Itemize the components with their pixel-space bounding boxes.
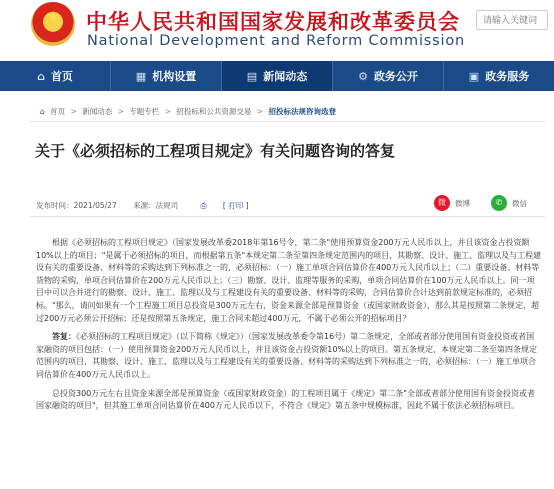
answer-paragraph-2 (36, 388, 542, 413)
nav-item-home[interactable] (0, 61, 111, 91)
site-name-cn[interactable]: 中华人民共和国国家发展和改革委员会 (86, 9, 460, 34)
breadcrumb-item-bidding[interactable]: 招投标和公共资源交易 (176, 107, 252, 116)
service-icon: ▣ (468, 69, 480, 83)
nav-item-services[interactable] (444, 61, 554, 91)
nav-item-label: 政务公开 (373, 70, 418, 83)
main-nav (0, 61, 554, 91)
printer-icon: ⎙ (200, 201, 207, 210)
answer-text-1: 《必须招标的工程项目规定》（以下简称《规定》）（国家发展改革委令第16号）第二条规定，全部或者部分使用国有资金投资或者国家融资的项目包括：（一）使用预算资金200万元人民币以上，并且该资金占投资额10%以上的项目。第五条规定，本规定第二条至第四条规定范围内的项目，其勘察、设计、施工、监理以及与工程建设有关的重要设备、材料等的采购达到下列标准之一的，必须招标：（一）施工单项合同估算价在400万元人民币以上。 (36, 332, 538, 379)
breadcrumb (40, 106, 336, 117)
share-weibo-label[interactable]: 微博 (455, 198, 470, 208)
breadcrumb-item-news[interactable]: 新闻动态 (82, 107, 113, 116)
share-bar (434, 195, 527, 211)
breadcrumb-item-home[interactable]: 首页 (50, 107, 66, 116)
nav-item-news[interactable] (222, 61, 333, 91)
nav-item-label: 政务服务 (485, 70, 530, 83)
breadcrumb-separator: > (164, 107, 171, 116)
wechat-icon[interactable]: ✆ (491, 195, 507, 211)
search-input[interactable]: 请输入关键词 (476, 10, 548, 30)
breadcrumb-item-topics[interactable]: 专题专栏 (129, 107, 160, 116)
news-icon: ▤ (246, 69, 258, 83)
breadcrumb-separator: > (70, 107, 77, 116)
home-icon: ⌂ (40, 107, 45, 116)
answer-label: 答复： (52, 332, 76, 342)
nav-item-label: 首页 (50, 70, 73, 83)
nav-item-organization[interactable] (111, 61, 222, 91)
print-label: [ 打印 ] (222, 201, 249, 210)
nav-item-label: 机构设置 (152, 70, 197, 83)
nav-item-label: 新闻动态 (263, 70, 308, 83)
question-paragraph (36, 237, 542, 325)
home-icon: ⌂ (37, 69, 45, 83)
article-source: 来源：法规司 (133, 201, 179, 210)
answer-text-2: 总投资300万元左右且资金来源全部是预算资金（或国家财政资金）的工程项目属于《规定》第二条"全部或者部分使用国有资金投资或者国家融资的项目"，但其施工单项合同估算价在400万元人民币以下，不符合《规定》第五条中规模标准，因此不属于依法必须招标项目。 (36, 388, 535, 411)
article-meta (36, 200, 277, 211)
breadcrumb-separator: > (256, 107, 264, 116)
nav-item-gov-affairs[interactable] (333, 61, 444, 91)
national-emblem-logo[interactable]: ★ (31, 2, 75, 46)
divider (30, 216, 545, 217)
weibo-icon[interactable]: 微 (434, 195, 450, 211)
divider (30, 121, 545, 122)
share-wechat-label[interactable]: 微信 (512, 198, 527, 208)
site-name-en: National Development and Reform Commission (87, 33, 465, 49)
breadcrumb-current[interactable]: 招投标法规咨询选登 (268, 107, 336, 116)
question-text: 根据《必须招标的工程项目规定》（国家发展改革委2018年第16号令，第二条"使用预算资金200万元人民币以上，并且该资金占投资额10%以上的项目；"是属于必须招标的项目，而根据第五条"本规定第二条至第四条规定范围内的项目，其勘察、设计、施工、监理以及与工程建设有关的重要设备、材料等的采购达到下列标准之一的，必须招标：（一）施工单项合同估算价在400万元人民币以上；（二）重要设备、材料等货物的采购，单项合同估算价在200万元人民币以上；（三）勘察、设计、监理等服务的采购，单项合同估算价在100万元人民币以上。同一项目中可以合并进行的勘察、设计、施工、监理以及与工程建设有关的重要设备、材料等的采购，合同估算价合计达到前款规定标准的，必须招标。"那么，请问如果有一个工程施工项目总投资是300万元左右，资金来源全部是预算资金（或国家财政资金），那么其是按照第二条规定，超过200万元必须公开招标；还是按照第五条规定，施工合同未超过400万元，不属于必须公开的招标项目？ (36, 238, 542, 323)
publish-time: 发布时间：2021/05/27 (36, 201, 117, 210)
article-body (36, 237, 542, 419)
site-header (0, 0, 554, 58)
breadcrumb-separator: > (117, 107, 124, 116)
gear-icon: ⚙ (358, 69, 368, 83)
print-button[interactable] (201, 201, 263, 210)
article-title: 关于《必须招标的工程项目规定》有关问题咨询的答复 (35, 142, 396, 160)
building-icon: ▦ (135, 69, 147, 83)
answer-paragraph (36, 331, 542, 381)
